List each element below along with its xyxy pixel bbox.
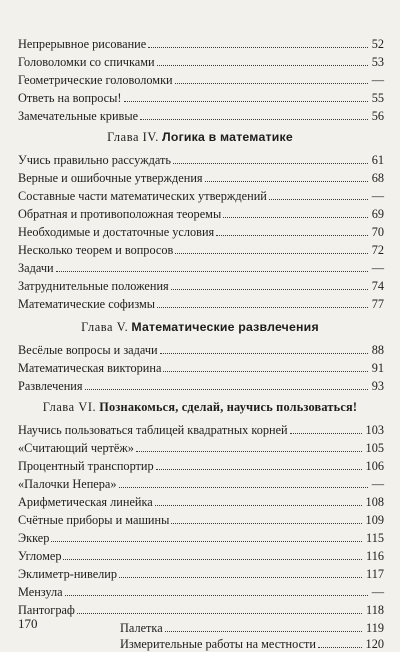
toc-entry-page: 108 [365, 495, 384, 509]
toc-entry-page: — [371, 477, 384, 491]
leader-dots [65, 594, 368, 596]
leader-dots [56, 270, 368, 272]
toc-entry-title: Верные и ошибочные утверждения [18, 171, 203, 185]
toc-entry-title: Процентный транспортир [18, 459, 154, 473]
toc-entry-page: 91 [371, 361, 384, 375]
toc-entry [18, 564, 384, 582]
leader-dots [318, 646, 362, 648]
leader-dots [223, 216, 367, 218]
toc-entry-title: Необходимые и достаточные условия [18, 225, 215, 239]
chapter-title: Логика в математике [162, 130, 293, 144]
toc-entry-title: Ответь на вопросы! [18, 91, 122, 105]
leader-dots [155, 504, 362, 506]
toc-entry-title: Эккер [18, 531, 50, 545]
toc-entry [18, 168, 384, 186]
toc-entry-page: 55 [371, 91, 384, 105]
toc-entry [18, 240, 384, 258]
toc-entry-title: Математическая викторина [18, 361, 162, 375]
toc-entry-page: 61 [371, 153, 384, 167]
toc-entry-title: Развлечения [18, 379, 83, 393]
leader-dots [119, 576, 362, 578]
toc-entry [18, 510, 384, 528]
leader-dots [157, 64, 368, 66]
leader-dots [119, 486, 368, 488]
toc-entry [18, 88, 384, 106]
toc-entry-page: — [371, 261, 384, 275]
toc-entry-title: Эклиметр-нивелир [18, 567, 118, 581]
leader-dots [171, 288, 368, 290]
toc-entry-title: Мензула [18, 585, 63, 599]
toc-entry-page: 116 [366, 549, 384, 563]
toc-entry [18, 222, 384, 240]
toc-entry-page: 93 [371, 379, 384, 393]
page-number: 170 [18, 616, 38, 631]
chapter-label: Глава VI. [42, 400, 97, 414]
leader-dots [290, 432, 362, 434]
toc-entry-page: 52 [371, 37, 384, 51]
toc-entry-page: 109 [365, 513, 384, 527]
chapter-heading [0, 318, 400, 336]
toc-entry-title: Счётные приборы и машины [18, 513, 170, 527]
leader-dots [140, 118, 368, 120]
toc-entry-title: Затруднительные положения [18, 279, 169, 293]
toc-entry-page: 68 [371, 171, 384, 185]
toc-entry [18, 294, 384, 312]
leader-dots [77, 612, 362, 614]
toc-entry [18, 492, 384, 510]
toc-entry [18, 474, 384, 492]
chapter-label: Глава V. [81, 320, 129, 334]
toc-entry [18, 70, 384, 88]
toc-entry-page: 88 [371, 343, 384, 357]
toc-entry-title: Непрерывное рисование [18, 37, 147, 51]
toc-entry-page: 119 [366, 621, 384, 635]
leader-dots [85, 388, 368, 390]
toc-entry [18, 456, 384, 474]
leader-dots [157, 306, 368, 308]
toc-entry [18, 582, 384, 600]
toc-entry-page: 103 [365, 423, 384, 437]
toc-entry-page: 56 [371, 109, 384, 123]
toc-entry [18, 150, 384, 168]
toc-entry-page: 115 [366, 531, 384, 545]
toc-entry-page: 118 [366, 603, 384, 617]
toc-entry [18, 358, 384, 376]
toc-entry [18, 258, 384, 276]
toc-entry-title: Замечательные кривые [18, 109, 139, 123]
chapter-heading [0, 398, 400, 416]
chapter-label: Глава IV. [107, 130, 159, 144]
toc-entry-title: «Палочки Непера» [18, 477, 117, 491]
toc-entry [18, 546, 384, 564]
leader-dots [156, 468, 362, 470]
leader-dots [269, 198, 368, 200]
toc-entry-title: Пантограф [18, 603, 75, 617]
leader-dots [160, 352, 368, 354]
toc-entry [18, 340, 384, 358]
toc-entry-title: Геометрические головоломки [18, 73, 173, 87]
leader-dots [205, 180, 368, 182]
toc-entry-title: Учись правильно рассуждать [18, 153, 171, 167]
toc-entry-page: 105 [365, 441, 384, 455]
toc-entry [18, 204, 384, 222]
leader-dots [124, 100, 368, 102]
toc-entry-page: 106 [365, 459, 384, 473]
leader-dots [63, 558, 362, 560]
toc-entry-page: — [371, 189, 384, 203]
toc-entry-page: 117 [366, 567, 384, 581]
toc-entry [18, 420, 384, 438]
leader-dots [51, 540, 362, 542]
toc-entry-title: Арифметическая линейка [18, 495, 153, 509]
toc-entry-title: Задачи [18, 261, 54, 275]
toc-entry-page: 69 [371, 207, 384, 221]
toc-entry [18, 106, 384, 124]
toc-entry [18, 376, 384, 394]
toc-entry [18, 528, 384, 546]
toc-entry [18, 276, 384, 294]
toc-entry-page: 53 [371, 55, 384, 69]
toc-entry-page: 70 [371, 225, 384, 239]
toc-entry-page: 77 [371, 297, 384, 311]
leader-dots [148, 46, 367, 48]
leader-dots [216, 234, 368, 236]
leader-dots [165, 630, 362, 632]
toc-entry [18, 438, 384, 456]
toc-entry-page: — [371, 73, 384, 87]
leader-dots [171, 522, 361, 524]
toc-entry-page: 72 [371, 243, 384, 257]
toc-entry-title: Угломер [18, 549, 62, 563]
toc-entry [120, 634, 384, 652]
toc-entry-title: Научись пользоваться таблицей квадратных корней [18, 423, 288, 437]
toc-entry [18, 186, 384, 204]
toc-entry-title: Обратная и противоположная теоремы [18, 207, 222, 221]
toc-entry [18, 34, 384, 52]
leader-dots [173, 162, 368, 164]
toc-entry-title: Палетка [120, 621, 163, 635]
toc-entry-title: Весёлые вопросы и задачи [18, 343, 158, 357]
toc-entry-page: 74 [371, 279, 384, 293]
leader-dots [175, 82, 368, 84]
toc-entry-title: Составные части математических утверждений [18, 189, 267, 203]
toc-entry [18, 52, 384, 70]
leader-dots [136, 450, 362, 452]
toc-entry [18, 600, 384, 618]
toc-entry-page: 120 [365, 637, 384, 651]
toc-entry-title: Математические софизмы [18, 297, 156, 311]
chapter-title: Познакомься, сделай, научись пользоваться! [99, 400, 358, 414]
chapter-title: Математические развлечения [131, 320, 319, 334]
toc-entry-page: — [371, 585, 384, 599]
leader-dots [175, 252, 367, 254]
toc-entry-title: Несколько теорем и вопросов [18, 243, 174, 257]
leader-dots [163, 370, 367, 372]
chapter-heading [0, 128, 400, 146]
toc-entry-title: «Считающий чертёж» [18, 441, 134, 455]
toc-entry-title: Измерительные работы на местности [120, 637, 316, 651]
toc-entry-title: Головоломки со спичками [18, 55, 155, 69]
